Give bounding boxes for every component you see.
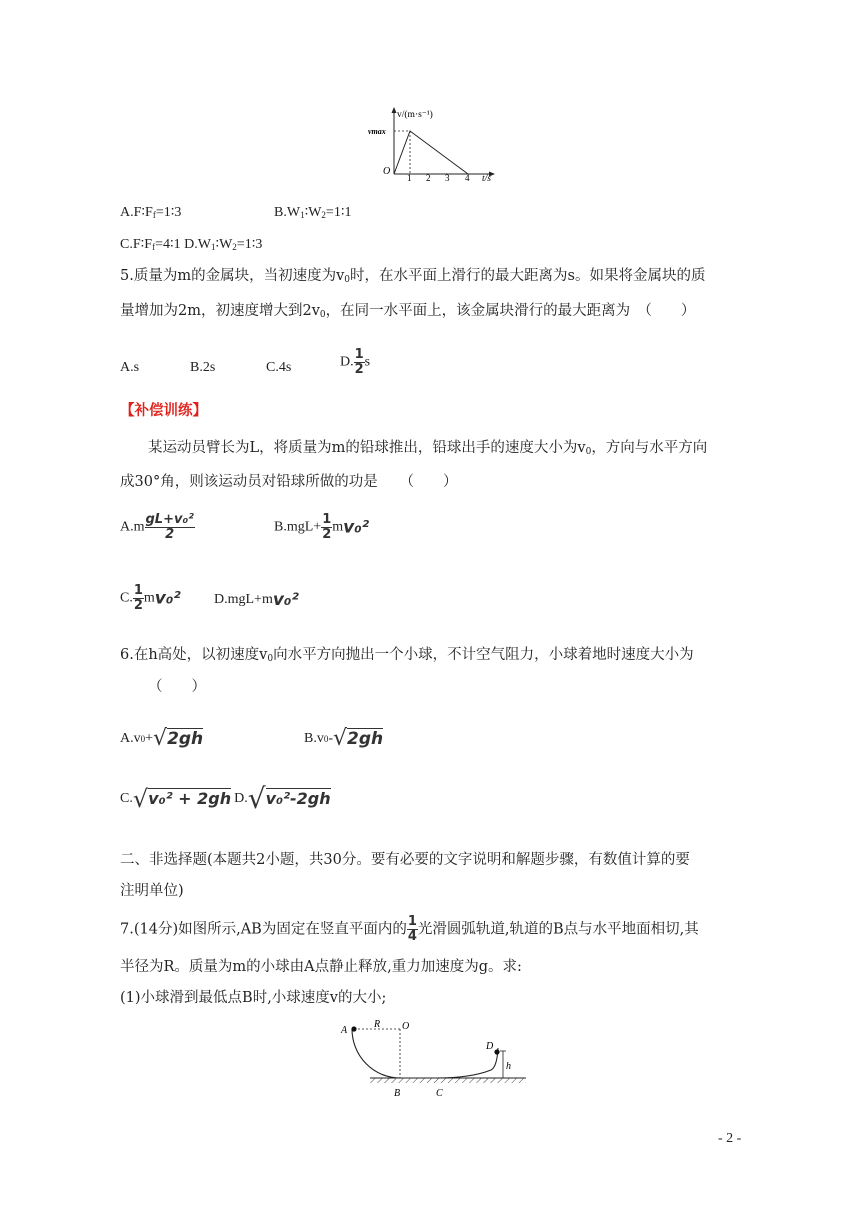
compensate-option-c: C. $\frac{1}{2}$ mv₀² [120,583,181,613]
q7-line1: 7.(14分)如图所示,AB为固定在竖直平面内的 $\frac{1}{4}$ 光滑圆弧轨道,轨道的B点与水平地面相切,其 [120,914,699,944]
q6-option-b: B.v0-√2gh [304,726,384,751]
ball-a [351,1026,356,1031]
q5-option-c: C.4s [266,360,292,375]
origin-label: O [383,166,391,177]
q7-line2: 半径为R。质量为m的小球由A点静止释放,重力加速度为g。求: [120,959,522,975]
label-b: B [394,1088,401,1099]
compensate-option-b: B.mgL+ $\frac{1}{2}$ mv₀² [274,512,370,542]
q7-line3: (1)小球滑到最低点B时,小球速度v的大小; [120,990,387,1006]
ground-hatch [370,1078,526,1083]
velocity-line [394,131,468,174]
tick-2: 2 [426,173,431,182]
compensate-line2: 成30°角，则该运动员对铅球所做的功是 （ ） [120,474,458,490]
q6-line2: （ ） [148,679,206,695]
section2-line2: 注明单位) [120,883,184,899]
ball-d [494,1049,499,1054]
velocity-time-graph [364,104,504,182]
x-axis-label: t/s [482,174,491,182]
quarter-arc-track [352,1029,400,1078]
q5-option-a: A.s [120,360,140,375]
q6-option-a: A.v0+√2gh [120,726,204,751]
label-r: R [374,1019,381,1030]
tick-3: 3 [445,173,450,182]
compensate-option-d: D.mgL+mv₀² [214,590,299,610]
label-o: O [402,1021,410,1032]
tick-1: 1 [407,173,412,182]
q6-option-c-d: C.√v₀² + 2gh D.√v₀²-2gh [120,782,331,815]
label-d: D [486,1041,494,1052]
label-c: C [436,1088,443,1099]
q5-line2: 量增加为2m，初速度增大到$2v_0$，在同一水平面上，该金属块滑行的最大距离为 （ ） [120,303,696,320]
q6-line1: 6.在h高处，以初速度$v_0$向水平方向抛出一个小球，不计空气阻力，小球着地时速度大小为 [120,647,694,664]
label-h: h [506,1061,511,1072]
q4-option-a: $A.F∶F_f=1∶3$ [120,205,182,220]
section2-line1: 二、非选择题(本题共2小题，共30分。要有必要的文字说明和解题步骤，有数值计算的要 [120,852,690,868]
vmax-label: vmax [368,127,386,136]
q4-option-b: $B.W_1∶W_2=1∶1$ [274,205,352,220]
y-axis-arrow [392,107,397,113]
track-figure [336,1018,536,1102]
compensate-line1: 某运动员臂长为L，将质量为m的铅球推出，铅球出手的速度大小为$v_0$，方向与水平方向 [148,440,708,457]
y-axis-label: v/(m·s⁻¹) [397,110,433,120]
page-number: - 2 - [718,1131,742,1146]
label-a: A [341,1025,348,1036]
q4-option-c-d: $C.F∶F_f=4∶1$ $D.W_1∶W_2=1∶3$ [120,237,263,252]
q5-option-d: D. $\frac{1}{2}$ s [340,347,371,377]
compensate-option-a: A.m $\frac{\text{gL+v₀²}}{2}$ [120,512,194,542]
compensate-title: 【补偿训练】 [120,402,207,419]
q5-line1: 5.质量为m的金属块，当初速度为$v_0$时，在水平面上滑行的最大距离为s。如果将金属块的质 [120,268,706,285]
tick-4: 4 [465,173,470,182]
q5-option-b: B.2s [190,360,216,375]
flat-to-d-track [400,1048,498,1078]
